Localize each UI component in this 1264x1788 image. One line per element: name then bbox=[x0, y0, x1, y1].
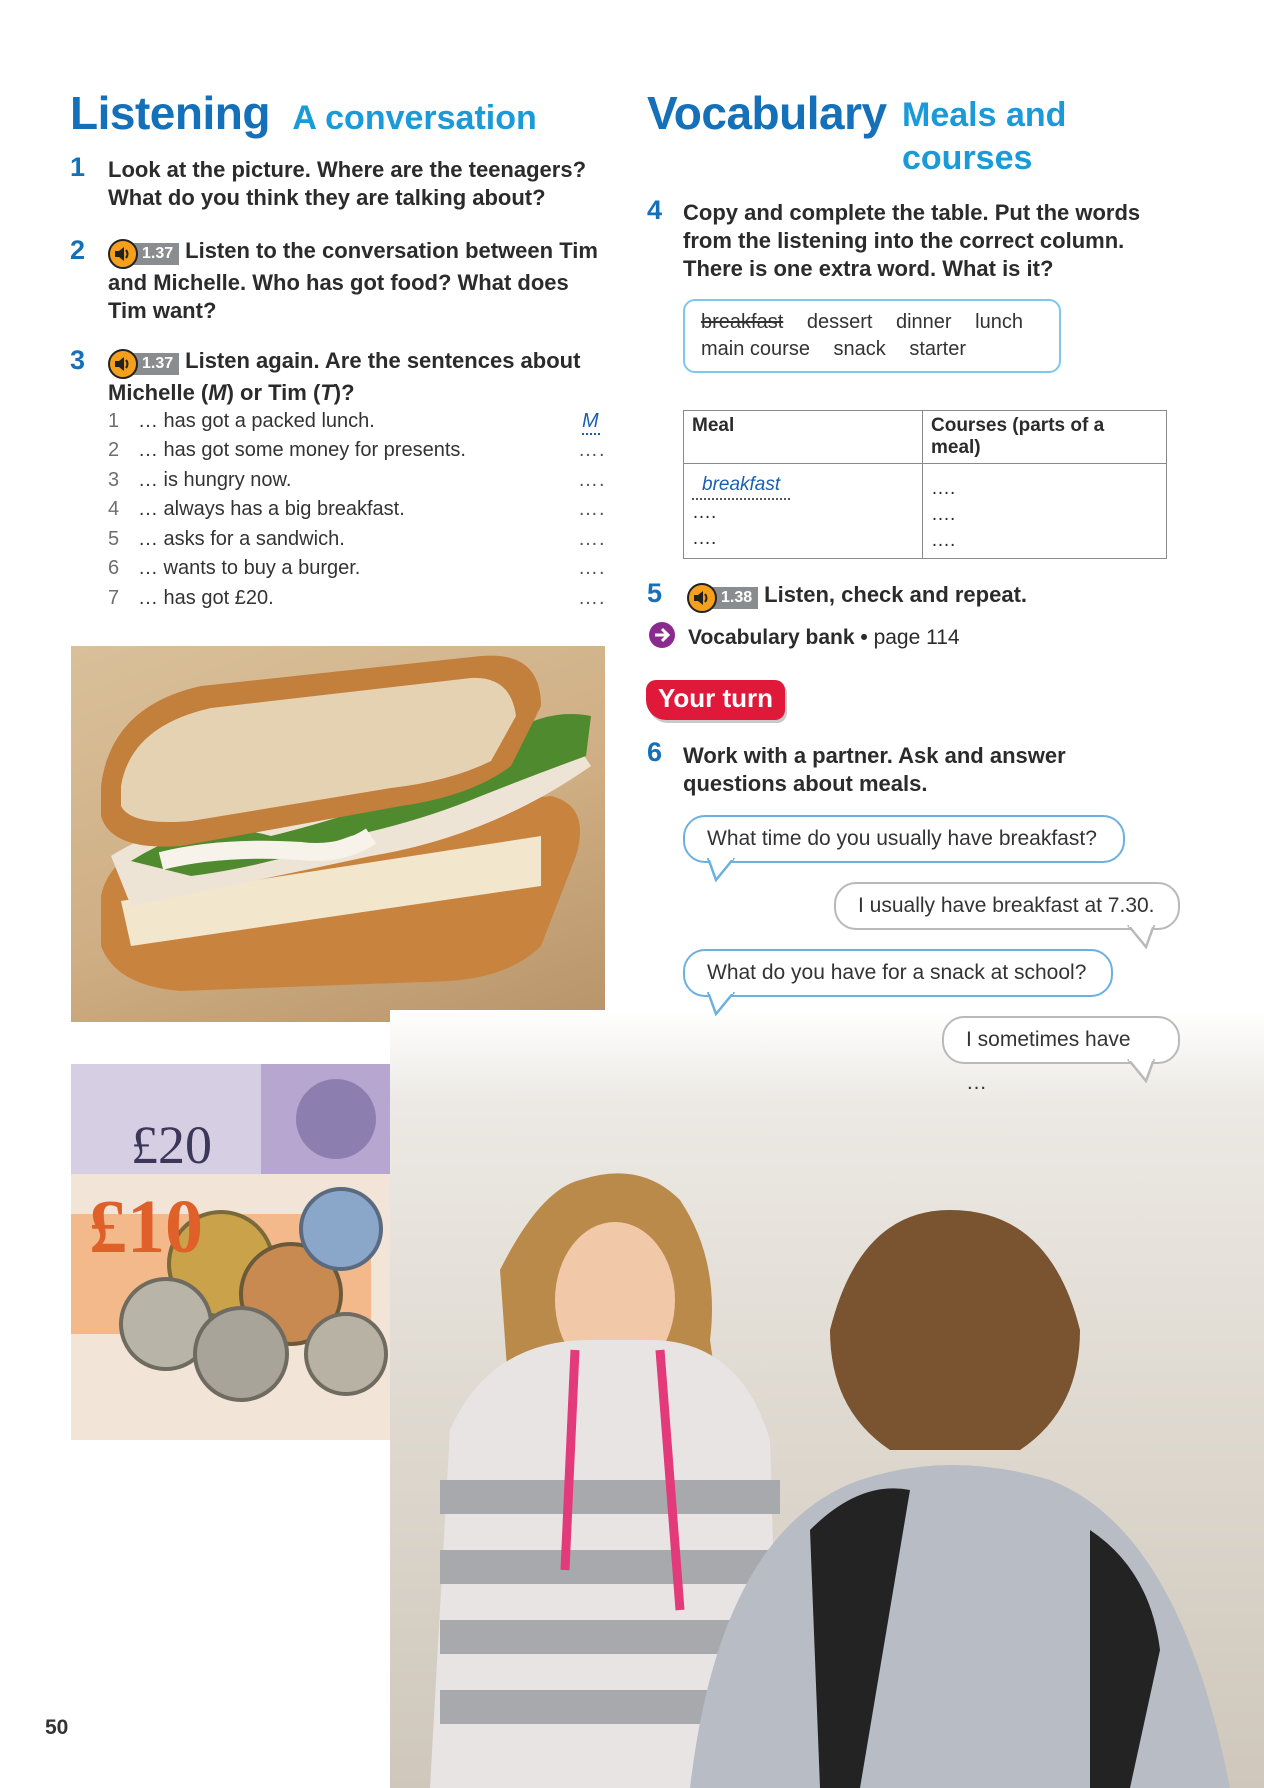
course-blank: …. bbox=[931, 504, 956, 525]
exercise-5-text: Listen, check and repeat. bbox=[764, 582, 1028, 607]
list-item bbox=[108, 557, 608, 587]
exercise-2-block bbox=[108, 237, 608, 325]
item-text: … has got £20. bbox=[138, 587, 274, 609]
item-number: 4 bbox=[108, 498, 120, 520]
bubble-tail-icon bbox=[706, 992, 736, 1016]
exercise-3-block bbox=[108, 347, 618, 407]
word-box bbox=[683, 299, 1061, 373]
meal-blank: …. bbox=[692, 502, 717, 523]
word-row-2 bbox=[701, 338, 966, 361]
list-item bbox=[108, 410, 608, 440]
answer-blank: …. bbox=[578, 528, 606, 550]
speaker-icon bbox=[108, 349, 138, 379]
word-dinner: dinner bbox=[895, 311, 952, 333]
exercise-6-text: Work with a partner. Ask and answer questions about meals. bbox=[683, 743, 1066, 796]
bubble-text: I sometimes have … bbox=[966, 1028, 1131, 1094]
speech-bubble-question-2 bbox=[683, 949, 1113, 997]
item-number: 7 bbox=[108, 587, 120, 609]
item-number: 2 bbox=[108, 439, 120, 461]
item-text: … asks for a sandwich. bbox=[138, 528, 345, 550]
exercise-4-text: Copy and complete the table. Put the words from the listening into the correct column. There is one extra word. What is it? bbox=[683, 200, 1141, 281]
speaker-icon bbox=[687, 583, 717, 613]
item-text: … always has a big breakfast. bbox=[138, 498, 405, 520]
item-number: 3 bbox=[108, 469, 120, 491]
vocabulary-subtitle-line1: Meals and bbox=[902, 96, 1067, 134]
tim-letter: T bbox=[320, 380, 334, 405]
courses-cell bbox=[923, 464, 1167, 559]
teenagers-photo bbox=[390, 1010, 1264, 1788]
word-breakfast: breakfast bbox=[701, 311, 784, 333]
bubble-text: What do you have for a snack at school? bbox=[707, 961, 1087, 984]
vocabulary-bank-link[interactable] bbox=[648, 621, 960, 655]
exercise-1-text: Look at the picture. Where are the teenagers? What do you think they are talking about? bbox=[108, 157, 587, 210]
audio-button-1-37-b[interactable] bbox=[108, 349, 179, 379]
answer-blank: …. bbox=[578, 557, 606, 579]
listening-heading bbox=[70, 86, 537, 140]
audio-button-1-38[interactable] bbox=[687, 583, 758, 613]
list-item bbox=[108, 528, 608, 558]
answer-blank: …. bbox=[578, 587, 606, 609]
arrow-right-icon bbox=[648, 621, 676, 655]
bank-page: page 114 bbox=[873, 626, 960, 649]
exercise-3-text-d: )? bbox=[333, 380, 355, 405]
table-header-row bbox=[684, 411, 1167, 464]
track-number: 1.37 bbox=[128, 353, 179, 375]
vocabulary-title: Vocabulary bbox=[647, 87, 887, 139]
exercise-3-number: 3 bbox=[70, 345, 86, 375]
bubble-text: What time do you usually have breakfast? bbox=[707, 827, 1097, 850]
speech-bubble-answer-2 bbox=[942, 1016, 1180, 1094]
word-lunch: lunch bbox=[975, 311, 1023, 333]
table-row bbox=[684, 464, 1167, 559]
track-number: 1.37 bbox=[128, 243, 179, 265]
meals-table bbox=[683, 410, 1167, 559]
item-number: 6 bbox=[108, 557, 120, 579]
michelle-letter: M bbox=[208, 380, 227, 405]
speaker-icon bbox=[108, 239, 138, 269]
bubble-text: I usually have breakfast at 7.30. bbox=[858, 894, 1155, 917]
bubble-tail-icon bbox=[1126, 1059, 1156, 1083]
exercise-2-number: 2 bbox=[70, 235, 86, 265]
word-main-course: main course bbox=[701, 338, 810, 360]
your-turn-label: Your turn bbox=[658, 683, 774, 713]
item-text: … wants to buy a burger. bbox=[138, 557, 361, 579]
sandwich-photo bbox=[71, 646, 605, 1022]
meal-example: breakfast bbox=[692, 472, 790, 500]
track-number: 1.38 bbox=[707, 587, 758, 609]
speech-bubble-question-1 bbox=[683, 815, 1125, 863]
bank-label: Vocabulary bank bbox=[688, 626, 855, 649]
note-twenty-label: £20 bbox=[131, 1115, 212, 1175]
your-turn-badge bbox=[646, 680, 785, 720]
answer-blank: …. bbox=[578, 498, 606, 520]
item-number: 1 bbox=[108, 410, 120, 432]
item-text: … has got a packed lunch. bbox=[138, 410, 375, 432]
exercise-6-number: 6 bbox=[647, 737, 663, 767]
header-courses: Courses (parts of a meal) bbox=[923, 411, 1167, 464]
item-text: … has got some money for presents. bbox=[138, 439, 466, 461]
exercise-3-list bbox=[108, 410, 618, 620]
exercise-5-block bbox=[687, 581, 1167, 613]
list-item bbox=[108, 587, 608, 617]
header-meal: Meal bbox=[684, 411, 923, 464]
meal-cell bbox=[684, 464, 923, 559]
exercise-3-text-c: ) or Tim ( bbox=[226, 380, 321, 405]
exercise-2-text: Listen to the conversation between Tim and Michelle. Who has got food? What does Tim want? bbox=[108, 238, 598, 323]
exercise-1-number: 1 bbox=[70, 152, 86, 182]
item-number: 5 bbox=[108, 528, 120, 550]
exercise-4-number: 4 bbox=[647, 195, 663, 225]
note-ten-label: £10 bbox=[89, 1185, 203, 1269]
word-dessert: dessert bbox=[806, 311, 873, 333]
word-snack: snack bbox=[833, 338, 886, 360]
exercise-3-text-b: Michelle ( bbox=[108, 380, 209, 405]
item-text: … is hungry now. bbox=[138, 469, 292, 491]
course-blank: …. bbox=[931, 530, 956, 551]
page-number: 50 bbox=[45, 1716, 69, 1739]
word-starter: starter bbox=[909, 338, 966, 360]
exercise-3-text-a: Listen again. Are the sentences about bbox=[185, 348, 581, 373]
vocabulary-subtitle-line2: courses bbox=[902, 139, 1033, 177]
word-row-1 bbox=[701, 311, 1023, 334]
bank-separator: • bbox=[860, 626, 868, 649]
list-item bbox=[108, 498, 608, 528]
bubble-tail-icon bbox=[706, 858, 736, 882]
meal-blank: …. bbox=[692, 528, 717, 549]
list-item bbox=[108, 469, 608, 499]
speech-bubble-answer-1 bbox=[834, 882, 1180, 930]
listening-title: Listening bbox=[70, 87, 270, 139]
audio-button-1-37[interactable] bbox=[108, 239, 179, 269]
course-blank: …. bbox=[931, 478, 956, 499]
listening-subtitle: A conversation bbox=[292, 99, 537, 137]
list-item bbox=[108, 439, 608, 469]
answer-blank: …. bbox=[578, 439, 606, 461]
bubble-tail-icon bbox=[1126, 925, 1156, 949]
answer-example: M bbox=[582, 410, 600, 435]
answer-blank: …. bbox=[578, 469, 606, 491]
exercise-5-number: 5 bbox=[647, 578, 663, 608]
